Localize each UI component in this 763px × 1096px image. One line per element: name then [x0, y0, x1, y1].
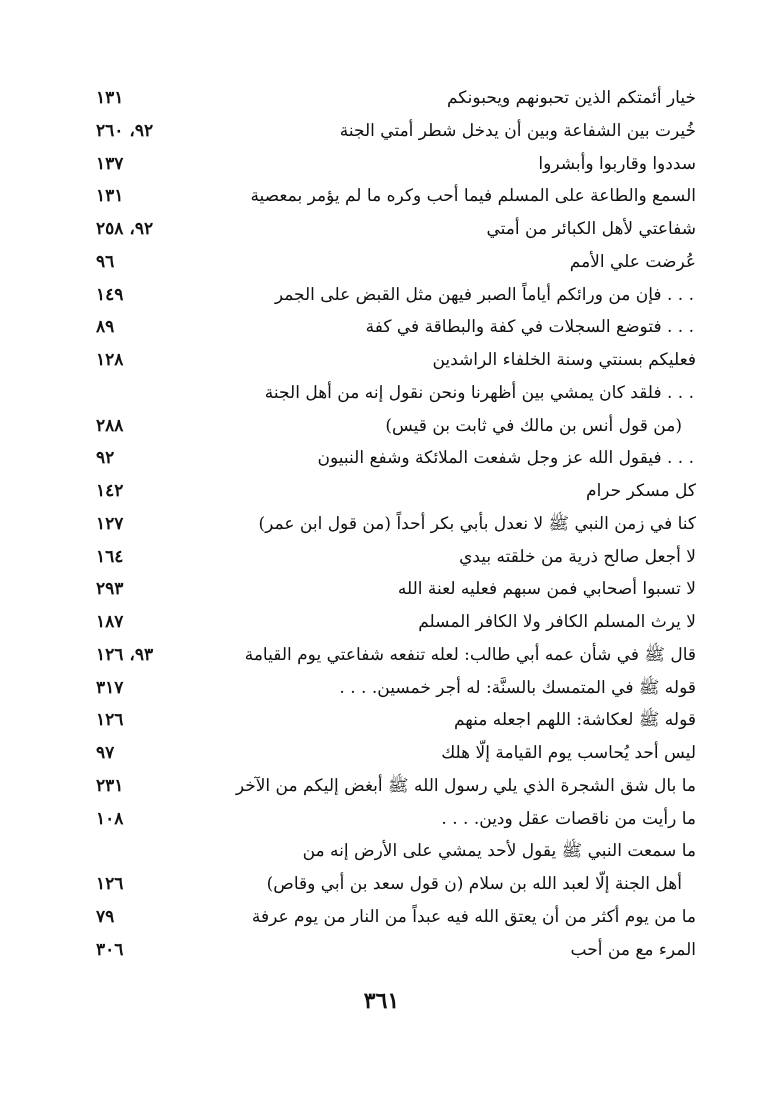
entry-text: ما سمعت النبي ﷺ يقول لأحد يمشي على الأرض إنه من — [302, 841, 696, 862]
entry-page-reference: ١٢٧ — [96, 513, 124, 534]
index-entry — [96, 279, 696, 312]
entry-text: لا يرث المسلم الكافر ولا الكافر المسلم — [418, 612, 696, 632]
entry-page-reference: ٩٢، ٢٥٨ — [96, 219, 154, 239]
hadith-index-list — [96, 82, 696, 966]
entry-text: . . . فإن من ورائكم أياماً الصبر فيهن مثل القبض على الجمر — [274, 284, 694, 305]
entry-page-reference: ١٣١ — [96, 186, 124, 207]
index-entry — [96, 541, 696, 574]
index-entry — [96, 835, 696, 868]
entry-text: كنا في زمن النبي ﷺ لا نعدل بأبي بكر أحداً (من قول ابن عمر) — [258, 513, 696, 534]
entry-text: (من قول أنس بن مالك في ثابت بن قيس) — [385, 415, 682, 436]
index-entry — [96, 803, 696, 836]
entry-text: ما بال شق الشجرة الذي يلي رسول الله ﷺ أبغض إليكم من الآخر — [235, 775, 696, 796]
entry-text: لا تسبوا أصحابي فمن سبهم فعليه لعنة الله — [397, 579, 696, 600]
entry-text: قال ﷺ في شأن عمه أبي طالب: لعله تنفعه شفاعتي يوم القيامة — [244, 644, 696, 665]
index-entry — [96, 508, 696, 541]
entry-page-reference: ٩٢ — [96, 448, 115, 469]
index-entry — [96, 377, 696, 410]
index-entry — [96, 934, 696, 967]
entry-page-reference: ١٤٢ — [96, 481, 124, 501]
index-entry — [96, 639, 696, 672]
index-entry — [96, 770, 696, 803]
entry-page-reference: ١٢٦ — [96, 874, 124, 894]
entry-text: فعليكم بسنتي وسنة الخلفاء الراشدين — [432, 350, 696, 370]
entry-page-reference: ١٤٩ — [96, 284, 124, 305]
entry-page-reference: ٩٧ — [96, 743, 115, 763]
entry-text: كل مسكر حرام — [586, 481, 696, 501]
entry-text: سددوا وقاربوا وأبشروا — [538, 153, 696, 174]
entry-page-reference: ٣٠٦ — [96, 939, 124, 960]
entry-page-reference: ٩٢، ٢٦٠ — [96, 120, 154, 141]
index-entry — [96, 344, 696, 377]
entry-page-reference: ٧٩ — [96, 906, 115, 927]
entry-text: قوله ﷺ في المتمسك بالسنَّة: له أجر خمسين. . . . — [339, 677, 696, 698]
page-number: ٣٦١ — [363, 988, 400, 1014]
entry-text: ما رأيت من ناقصات عقل ودين. . . . — [441, 808, 696, 829]
index-entry — [96, 148, 696, 181]
index-entry — [96, 868, 696, 901]
index-entry — [96, 901, 696, 934]
index-entry — [96, 82, 696, 115]
index-entry — [96, 213, 696, 246]
entry-page-reference: ١٠٨ — [96, 808, 124, 829]
index-entry — [96, 573, 696, 606]
entry-page-reference: ٨٩ — [96, 317, 115, 338]
entry-text: المرء مع من أحب — [570, 939, 696, 960]
index-entry — [96, 180, 696, 213]
index-entry — [96, 475, 696, 508]
entry-page-reference: ٢٩٣ — [96, 579, 124, 600]
entry-page-reference: ١٦٤ — [96, 546, 124, 567]
entry-text: شفاعتي لأهل الكبائر من أمتي — [486, 219, 696, 239]
entry-page-reference: ١٢٨ — [96, 350, 124, 370]
index-entry — [96, 672, 696, 705]
index-entry — [96, 410, 696, 443]
index-entry — [96, 737, 696, 770]
index-entry — [96, 606, 696, 639]
entry-page-reference: ١٨٧ — [96, 612, 124, 632]
index-entry — [96, 704, 696, 737]
entry-text: السمع والطاعة على المسلم فيما أحب وكره ما لم يؤمر بمعصية — [250, 186, 696, 207]
entry-page-reference: ٣١٧ — [96, 677, 124, 698]
entry-text: أهل الجنة إلّا لعبد الله بن سلام (ن قول سعد بن أبي وقاص) — [266, 874, 682, 894]
entry-text: عُرضت علي الأمم — [569, 251, 696, 272]
entry-page-reference: ٩٣، ١٢٦ — [96, 644, 154, 665]
entry-text: ما من يوم أكثر من أن يعتق الله فيه عبداً من النار من يوم عرفة — [251, 906, 696, 927]
index-entry — [96, 246, 696, 279]
entry-text: . . . فلقد كان يمشي بين أظهرنا ونحن نقول إنه من أهل الجنة — [264, 382, 694, 403]
entry-page-reference: ٢٨٨ — [96, 415, 124, 436]
entry-text: . . . فتوضع السجلات في كفة والبطاقة في كفة — [365, 317, 694, 338]
entry-text: خيار أئمتكم الذين تحبونهم ويحبونكم — [446, 88, 696, 108]
index-entry — [96, 311, 696, 344]
entry-page-reference: ٩٦ — [96, 251, 115, 272]
entry-page-reference: ١٢٦ — [96, 710, 124, 731]
entry-text: ليس أحد يُحاسب يوم القيامة إلّا هلك — [441, 743, 696, 763]
entry-text: قوله ﷺ لعكاشة: اللهم اجعله منهم — [453, 710, 696, 731]
entry-page-reference: ١٣٧ — [96, 153, 124, 174]
index-entry — [96, 442, 696, 475]
entry-page-reference: ٢٣١ — [96, 775, 124, 796]
entry-page-reference: ١٣١ — [96, 88, 124, 108]
entry-text: لا أجعل صالح ذرية من خلقته بيدي — [459, 546, 696, 567]
entry-text: خُيرت بين الشفاعة وبين أن يدخل شطر أمتي الجنة — [339, 120, 696, 141]
index-entry — [96, 115, 696, 148]
entry-text: . . . فيقول الله عز وجل شفعت الملائكة وشفع النبيون — [317, 448, 694, 469]
